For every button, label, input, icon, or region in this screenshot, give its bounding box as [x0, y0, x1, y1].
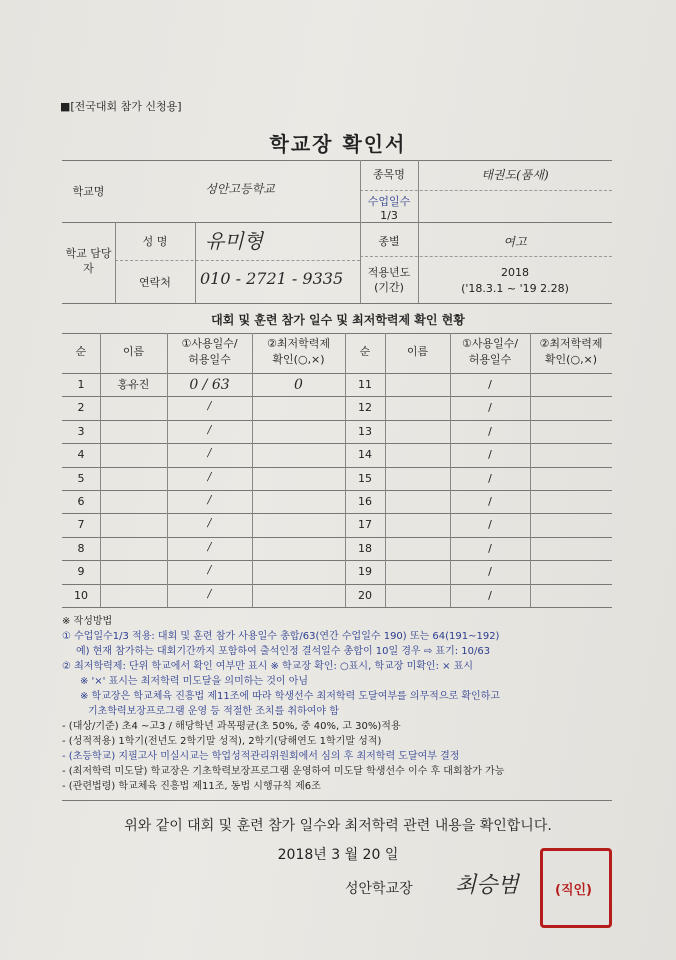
name-label: 성 명: [142, 235, 168, 248]
row-days-2: /: [488, 424, 492, 438]
row-days: /: [207, 446, 212, 460]
row-days: /: [207, 586, 212, 600]
row-days: /: [207, 516, 212, 530]
row-number: 9: [77, 565, 85, 579]
row-number-2: 11: [358, 378, 372, 391]
row-number-2: 16: [358, 495, 372, 508]
row-days-2: /: [488, 448, 492, 462]
row-days-2: /: [488, 565, 492, 579]
row-number-2: 12: [358, 401, 372, 415]
row-days: /: [207, 469, 212, 483]
rule: [530, 333, 531, 607]
row-number: 8: [77, 541, 85, 555]
note-7: - (초등학교) 지필고사 미실시교는 학업성적관리위원회에서 심의 후 최저학력 도달여부 결정: [62, 751, 460, 762]
row-days-2: /: [488, 588, 492, 602]
page-title: 학교장 확인서: [269, 132, 407, 156]
note-1a: ① 수업일수1/3 적용: 대회 및 훈련 참가 사용일수 총합/63(연간 수업일수 190) 또는 64(191~192): [62, 631, 500, 642]
rule: [62, 222, 612, 223]
event-label: 종목명: [373, 168, 405, 181]
header-check-2: 확인(○,×): [272, 353, 325, 366]
row-number-2: 13: [358, 424, 372, 438]
header-days: ①사용일수/: [181, 337, 238, 350]
gender-label: 종별: [378, 235, 400, 248]
days-label: 수업일수: [367, 195, 411, 208]
header-name: 이름: [122, 345, 145, 358]
period-value: ('18.3.1 ~ '19 2.28): [461, 282, 569, 295]
row-number: 4: [77, 448, 85, 462]
form-tag: ■[전국대회 참가 신청용]: [60, 100, 182, 113]
header-no: 순: [75, 345, 87, 358]
header-check-2: 확인(○,×): [544, 353, 598, 366]
days-sub: 1/3: [380, 209, 398, 222]
row-number-2: 14: [358, 448, 372, 462]
note-4a: ※ 학교장은 학교체육 진흥법 제11조에 따라 학생선수 최저학력 도달여부를 의무적으로 확인하고: [80, 691, 500, 702]
rule: [252, 333, 253, 607]
row-days-2: /: [488, 378, 492, 391]
rule: [62, 800, 612, 801]
name-value: 유미형: [205, 229, 263, 253]
signature: 최승범: [455, 873, 519, 898]
row-number-2: 20: [358, 588, 372, 602]
row-days-2: /: [488, 541, 492, 555]
notes-heading: ※ 작성방법: [62, 616, 113, 627]
rule: [360, 190, 612, 191]
row-number-2: 17: [358, 518, 372, 532]
note-4b: 기초학력보장프로그램 운영 등 적절한 조치를 취하여야 함: [88, 706, 339, 717]
note-6: - (성적적용) 1학기(전년도 2학기말 성적), 2학기(당해연도 1학기말 성적): [62, 736, 382, 747]
row-number: 2: [77, 401, 85, 415]
date: 2018년 3 월 20 일: [277, 847, 399, 863]
school-value: 성안고등학교: [205, 182, 275, 196]
row-number: 5: [77, 471, 85, 485]
note-5: - (대상/기준) 초4 ~고3 / 해당학년 과목평균(초 50%, 중 40%, 고 30%)적용: [62, 721, 401, 732]
row-days: 0 / 63: [189, 377, 230, 393]
row-days: /: [207, 563, 212, 577]
note-2: ② 최저학력제: 단위 학교에서 확인 여부만 표시 ※ 학교장 확인: ○표시, 학교장 미확인: × 표시: [62, 661, 474, 672]
row-days-2: /: [488, 518, 492, 532]
row-days: /: [207, 539, 212, 553]
official-seal: [540, 848, 612, 928]
rule: [360, 256, 612, 257]
rule: [195, 222, 196, 303]
confirm-text: 위와 같이 대회 및 훈련 참가 일수와 최저학력 관련 내용을 확인합니다.: [124, 818, 552, 834]
row-name: 홍유진: [117, 378, 150, 391]
contact-label: 연락처: [139, 276, 171, 289]
row-days: /: [207, 399, 212, 413]
row-days-2: /: [488, 401, 492, 415]
row-days-2: /: [488, 471, 492, 485]
note-1b: 예) 현재 참가하는 대회기간까지 포함하여 출석인정 결석일수 총합이 10일 경우 ⇨ 표기: 10/63: [76, 646, 491, 657]
notes: [62, 614, 504, 794]
header-days-2: 허용일수: [468, 353, 512, 366]
header-no: 순: [359, 345, 371, 358]
gender-value: 여고: [503, 235, 527, 249]
row-days: /: [207, 422, 212, 436]
row-days: /: [207, 493, 212, 506]
rule: [385, 333, 386, 607]
row-days-2: /: [488, 495, 492, 508]
row-check: 0: [294, 377, 303, 393]
row-number: 10: [74, 588, 88, 602]
year-sub: (기간): [374, 281, 404, 294]
year-value: 2018: [501, 266, 529, 279]
section-title: 대회 및 훈련 참가 일수 및 최저학력제 확인 현황: [211, 313, 465, 327]
teacher-label: 학교 담당자: [65, 247, 112, 275]
note-9: - (관련법령) 학교체육 진흥법 제11조, 동법 시행규칙 제6조: [62, 781, 321, 792]
school-label: 학교명: [72, 185, 105, 198]
header-check: ②최저학력제: [267, 337, 330, 350]
contact-value: 010 - 2721 - 9335: [200, 269, 344, 288]
note-8: - (최저학력 미도달) 학교장은 기초학력보장프로그램 운영하여 미도달 학생선수 이수 후 대회참가 가능: [62, 766, 505, 777]
header-days-2: 허용일수: [188, 353, 231, 366]
rule: [100, 333, 101, 607]
rule: [62, 607, 612, 608]
header-days: ①사용일수/: [461, 337, 519, 350]
row-number: 3: [77, 424, 85, 438]
event-value: 태권도(품새): [481, 168, 549, 182]
header-name: 이름: [406, 345, 429, 358]
row-number-2: 15: [358, 471, 372, 485]
seal-label: (직인): [555, 883, 592, 898]
header-check: ②최저학력제: [539, 337, 603, 350]
rule: [62, 160, 612, 161]
year-label: 적용년도: [367, 266, 411, 279]
row-number: 1: [77, 378, 85, 391]
rule: [115, 260, 360, 261]
rule: [62, 303, 612, 304]
row-number-2: 18: [358, 541, 372, 555]
signer: 성안학교장: [345, 881, 413, 897]
row-number-2: 19: [358, 565, 372, 579]
row-number: 6: [77, 495, 85, 508]
row-number: 7: [77, 518, 85, 532]
note-3: ※ '×' 표시는 최저학력 미도달을 의미하는 것이 아님: [80, 676, 309, 687]
